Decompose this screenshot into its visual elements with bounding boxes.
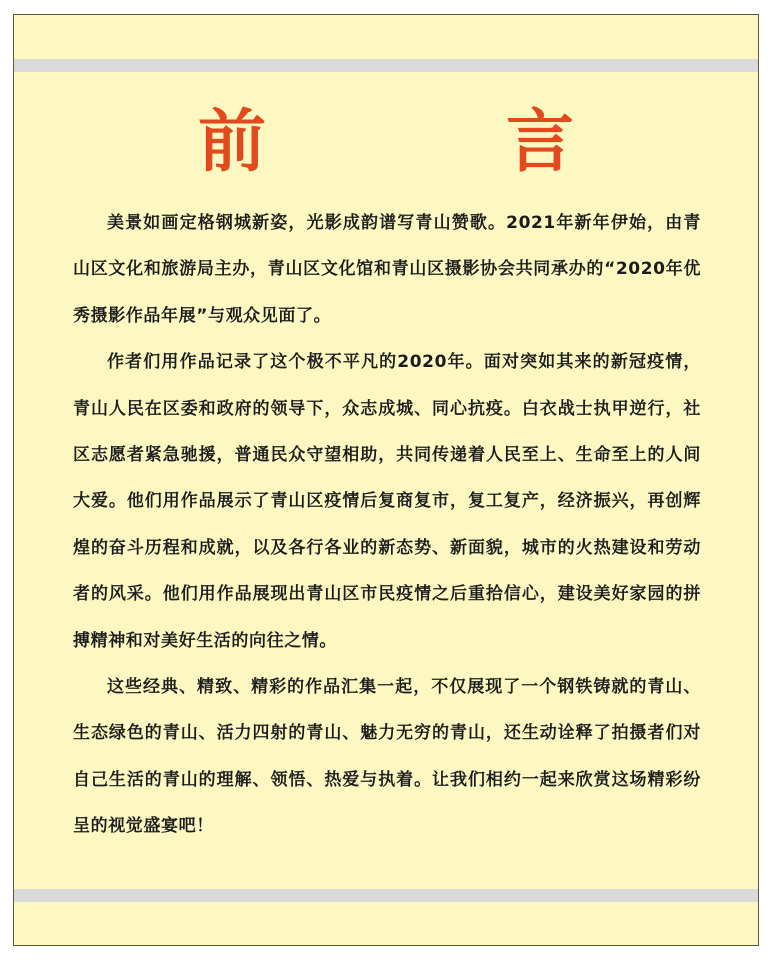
paragraph-2: 作者们用作品记录了这个极不平凡的2020年。面对突如其来的新冠疫情，青山人民在区委和政府的领导下，众志成城、同心抗疫。白衣战士执甲逆行，社区志愿者紧急驰援，普通民众守望相助，共同传递着人民至上、生命至上的人间大爱。他们用作品展示了青山区疫情后复商复市，复工复产，经济振兴，再创辉煌的奋斗历程和成就，以及各行各业的新态势、新面貌，城市的火热建设和劳动者的风采。他们用作品展现出青山区市民疫情之后重拾信心，建设美好家园的拼搏精神和对美好生活的向往之情。 (73, 352, 701, 651)
paragraph-1: 美景如画定格钢城新姿，光影成韵谱写青山赞歌。2021年新年伊始，由青山区文化和旅游局主办，青山区文化馆和青山区摄影协会共同承办的“2020年优秀摄影作品年展”与观众见面了。 (73, 213, 701, 326)
paragraph-3: 这些经典、精致、精彩的作品汇集一起，不仅展现了一个钢铁铸就的青山、生态绿色的青山、活力四射的青山、魅力无穷的青山，还生动诠释了拍摄者们对自己生活的青山的理解、领悟、热爱与执着。让我们相约一起来欣赏这场精彩纷呈的视觉盛宴吧！ (73, 677, 701, 837)
page-title: 前 言 (197, 103, 660, 182)
top-divider-band (14, 59, 758, 72)
bottom-divider-band (14, 889, 758, 902)
preface-body (73, 200, 701, 850)
preface-poster (13, 14, 759, 946)
